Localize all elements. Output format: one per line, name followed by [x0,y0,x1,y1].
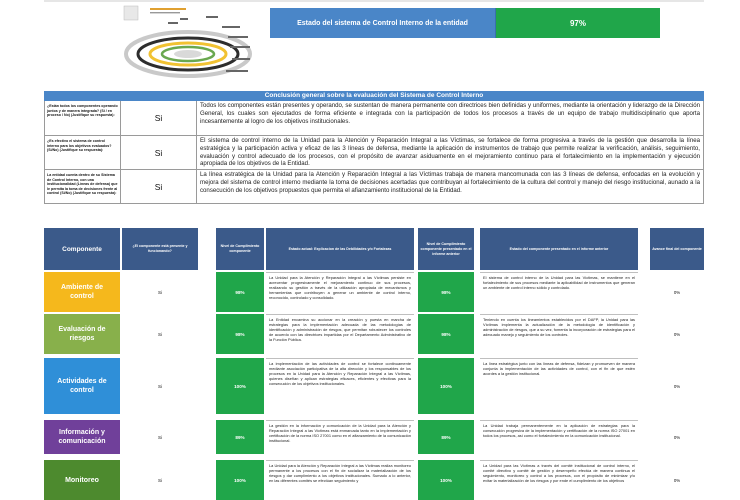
component-advance: 0% [650,420,704,454]
conclusion-question: ¿Es efectivo el sistema de control interno para los objetivos evaluados? (Si/No) (Justifique su respuesta): [45,136,121,169]
control-status-value: 97% [496,8,660,38]
header-level: Nivel de Cumplimiento componente [216,228,264,270]
component-advance: 0% [650,272,704,312]
conclusion-row [44,136,704,170]
component-present: Si [122,420,198,454]
header-previous-state: Estado del componente presentado en el informe anterior [480,228,638,270]
component-advance: 0% [650,358,704,414]
component-level: 89% [216,420,264,454]
component-explanation: La Unidad para la Atención y Reparación Integral a las Víctimas realiza monitoreo permanente a los procesos con el fin de socializar la materialización de los riesgos y dar cumplimiento a los objetivos institucionales. Sumado a lo anterior, en las diferentes comités se efectúan seguimiento y [266,460,414,500]
header-present: ¿El componente está presente y funcionando? [122,228,198,270]
general-conclusion [44,91,704,204]
conclusion-justification: Todos los componentes están presentes y operando, se sustentan de manera permanente con directrices bien definidas y uniformes, mediante la orientación y liderazgo de la Dirección General, los cuales son ejecutados de forma eficiente e integrada con la participación de todos los procesos a través de un equipo de trabajo multidisciplinario que aporta incesantemente al logro de los objetivos institucionales. [200,102,700,125]
component-previous-state: La línea estratégica junto con las líneas de defensa, fideizan y promueven de manera conjunta la implementación de las actividades de control, con el fin de que estén acordes a la gestión institucional. [480,358,638,414]
component-previous-state: El sistema de control interno de la Unidad para las Víctimas, se mantiene en el fortalecimiento de sus procesos mediante la aplicabilidad de instrumentos que generan un ambiente de control interno sólido y controlado. [480,272,638,312]
conclusion-row [44,170,704,204]
component-previous-level: 98% [418,314,474,354]
conclusion-justification: El sistema de control interno de la Unidad para la Atención y Reparación Integral a las Víctimas, se fortalece de forma progresiva a través de la gestión que desarrolla la línea estratégica y la participación activa y eficaz de las 3 líneas de defensa, mediante la aplicación de instrumentos de trabajo que permite realizar la verificación, análisis, seguimiento, evaluación y control adecuado de los procesos, con el propósito de avanzar asiduamente en el mejoramiento continuo para el fortalecimiento en la implementación y ejecución apropiada de los objetivos de la Entidad. [200,137,700,168]
header-explanation: Estado actual: Explicacion de las Debilidades y/o Fortalezas [266,228,414,270]
component-previous-level: 89% [418,420,474,454]
components-table [44,228,704,500]
control-status-label: Estado del sistema de Control Interno de la entidad [270,8,496,38]
component-explanation: La gestión en la información y comunicación de la Unidad para la Atención y Reparación Integral a las Víctimas está enmarcada tanto en la implementación y certificación de la norma ISO 27001 como en el afianzamiento de la comunicación institucional. [266,420,414,454]
component-level: 100% [216,460,264,500]
component-previous-level: 98% [418,272,474,312]
component-name: Actividades de control [44,358,120,414]
conclusion-answer: Si [121,170,197,203]
conclusion-answer: Si [121,101,197,135]
component-name: Evaluación de riesgos [44,314,120,354]
conclusion-justification: La línea estratégica de la Unidad para la Atención y Reparación Integral a las Víctimas trabaja de manera mancomunada con las 3 líneas de defensa, enfocadas en la evolución y mejora del sistema de control interno mediante la toma de decisiones acertadas que contribuyan al fortalecimiento de la cultura del control y manejo del riesgo institucional, aunado a la consecución de los objetivos propuestos que permita el afianzamiento institucional de la Entidad. [200,171,700,194]
component-level: 100% [216,358,264,414]
component-name: Ambiente de control [44,272,120,312]
component-explanation: La Unidad para la Atención y Reparación Integral a las Víctimas persiste en acrecentar progresivamente el mejoramiento continuo de sus procesos, realizando su gestión a través de la utilización apropiada de mecanismos y herramientas que contribuyen a generar un ambiente de control interno, reconocido, controlado y consolidado. [266,272,414,312]
conclusion-answer: Si [121,136,197,169]
component-present: Si [122,272,198,312]
conclusion-question: ¿Están todos los componentes operando juntos y de manera integrada? (Si / en proceso / No) (Justifique su respuesta): [45,101,121,135]
component-advance: 0% [650,314,704,354]
conclusion-row [44,101,704,136]
component-present: Si [122,358,198,414]
header-component: Componente [44,228,120,270]
conclusion-title: Conclusión general sobre la evaluación del Sistema de Control Interno [44,91,704,101]
component-explanation: La implementación de las actividades de control se fortalece continuamente mediante asociación participativa de la alta dirección y los responsables de los procesos en la Unidad para la Atención y Reparación Integral a las Víctimas, quienes diseñan y aplican estrategias eficaces, eficientes y efectivas para la consecución de los objetivos institucionales. [266,358,414,414]
component-explanation: La Entidad encamina su accionar en la creación y puesta en marcha de estrategias para la implementación adecuada de las metodologías de identificación y administración de riesgos, que permitan robustecer los controles de acuerdo con las directrices impartidas por el Departamento Administrativo de la Función Pública. [266,314,414,354]
conclusion-question: La entidad cuenta dentro de su Sistema de Control Interno, con una institucionalidad (Líneas de defensa) que le permita la toma de decisiones frente al control (Si/No) (Justifique su respuesta): [45,170,121,203]
component-advance: 0% [650,460,704,500]
component-level: 98% [216,272,264,312]
control-status-box [270,8,660,38]
component-name: Monitoreo [44,460,120,500]
component-level: 98% [216,314,264,354]
header-previous-level: Nivel de Cumplimiento componente presentado en el informe anterior [418,228,474,270]
header-advance: Avance final del componente [650,228,704,270]
component-previous-level: 100% [418,460,474,500]
component-previous-state: Teniendo en cuenta los lineamientos establecidos por el DAFP, la Unidad para las Víctimas implementa la actualización de la metodología de identificación y administración de riesgos, que a su vez, fomenta la incorporación de estrategias para el adecuado manejo y seguimiento de los controles. [480,314,638,354]
component-present: Si [122,314,198,354]
component-previous-state: La Unidad trabaja permanentemente en la aplicación de estrategias para la consecución progresiva de la implementación y certificación de la norma ISO 27001 en todos los procesos, así como el fortalecimiento en la comunicación institucional. [480,420,638,454]
component-previous-level: 100% [418,358,474,414]
component-present: Si [122,460,198,500]
component-previous-state: La Unidad para las Víctimas a través del comité institucional de control interno, el comité directivo y comité de gestión y desempeño efectúa de manera continua el seguimiento, monitoreo y control a los procesos, con el propósito de minimizar y/o evitar la materialización de los riesgos y por ende el cumplimiento de los objetivos [480,460,638,500]
defense-lines-diagram [110,2,260,80]
component-name: Información y comunicación [44,420,120,454]
